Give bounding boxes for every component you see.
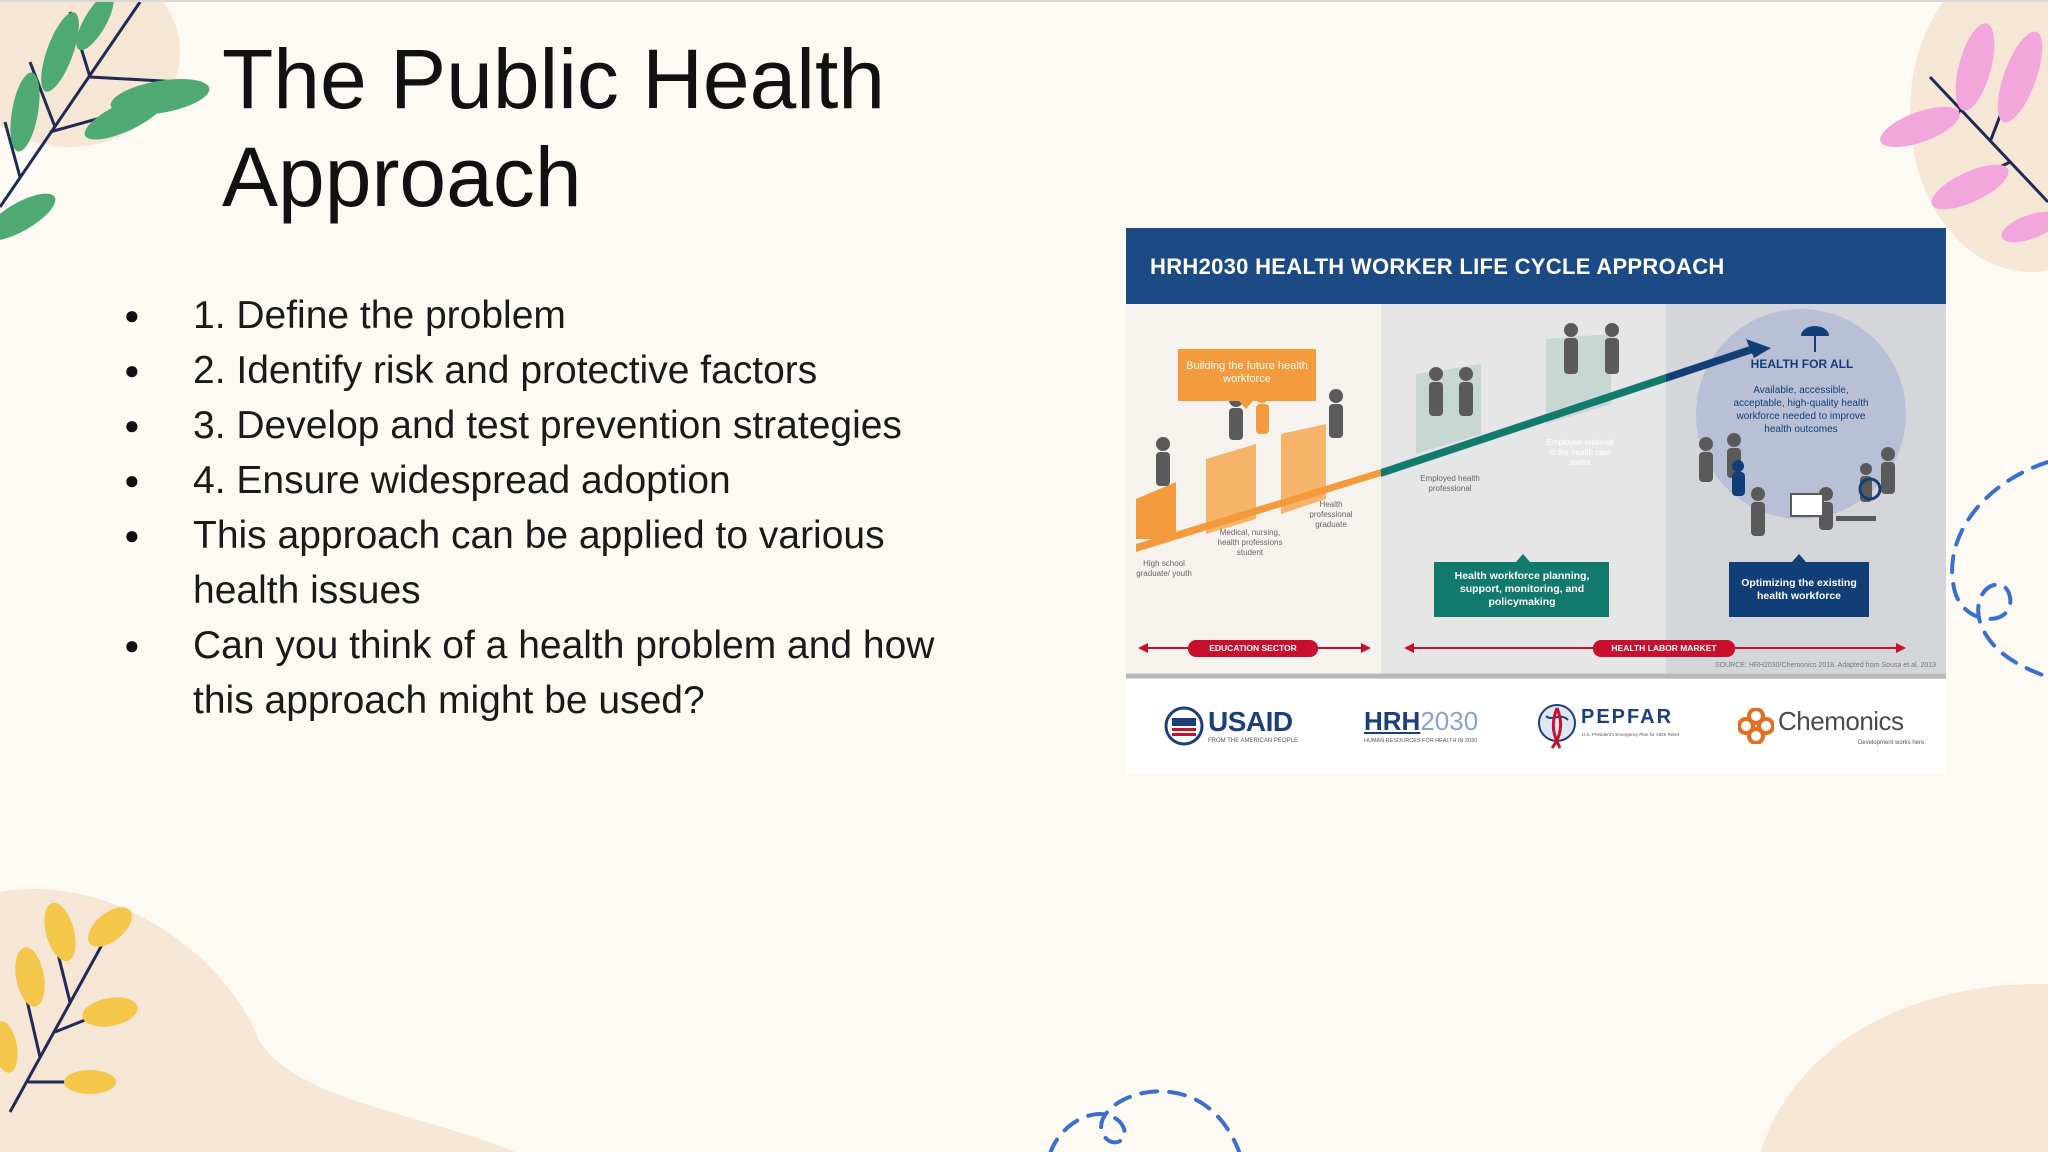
slide-title: The Public Health Approach <box>222 32 886 224</box>
health-for-all-text: Available, accessible, acceptable, high-quality health workforce needed to improve health outcomes <box>1733 385 1869 435</box>
stage-high-school-label: High school graduate/ youth <box>1136 559 1192 578</box>
hrh-logo-text <box>1364 706 1478 737</box>
yellow-leaves-decoration <box>0 872 520 1152</box>
chemonics-subtitle: Development works here. <box>1857 740 1926 746</box>
stage-graduate-label: Health professional graduate <box>1309 500 1353 529</box>
hrh2030-infographic <box>1126 228 1946 773</box>
hrh-logo-light: 2030 <box>1420 706 1479 736</box>
chemonics-mark-icon <box>1738 708 1774 744</box>
pepfar-logo-text: PEPFAR <box>1581 706 1674 728</box>
dashed-swirl-decoration <box>1935 457 2048 687</box>
bullet-item: ● Can you think of a health problem and how this approach might be used? <box>120 618 980 728</box>
hrh-logo-bold: HRH <box>1364 706 1421 736</box>
usaid-logo-text: USAID <box>1208 706 1293 737</box>
infographic-title: HRH2030 HEALTH WORKER LIFE CYCLE APPROACH <box>1150 254 1725 279</box>
building-workforce-label: Building the future health workforce <box>1186 360 1308 385</box>
planning-box-label: Health workforce planning, support, monitoring, and policymaking <box>1454 570 1590 608</box>
partner-logos <box>1126 684 1946 773</box>
source-note: SOURCE: HRH2030/Chemonics 2018. Adapted from Sousa et al. 2013 <box>1714 662 1936 669</box>
bullet-item: ● This approach can be applied to various health issues <box>120 508 980 618</box>
pepfar-subtitle: U.S. President's Emergency Plan for AIDS Relief <box>1582 732 1680 737</box>
usaid-seal-icon <box>1164 706 1204 746</box>
bullet-item: ● 2. Identify risk and protective factors <box>120 343 980 398</box>
bullet-list <box>120 288 980 728</box>
usaid-subtitle: FROM THE AMERICAN PEOPLE <box>1208 738 1298 744</box>
stage-student-label: Medical, nursing, health professions student <box>1217 528 1283 557</box>
green-leaves-decoration <box>0 2 230 252</box>
beige-blob-decoration <box>1760 972 2048 1152</box>
optimizing-box-label: Optimizing the existing health workforce <box>1741 577 1857 602</box>
infographic-header <box>1126 228 1946 304</box>
hrh-subtitle: HUMAN RESOURCES FOR HEALTH IN 2030 <box>1364 738 1478 744</box>
bullet-item: ● 1. Define the problem <box>120 288 980 343</box>
chemonics-logo-text: Chemonics <box>1778 706 1904 736</box>
bullet-item: ● 4. Ensure widespread adoption <box>120 453 980 508</box>
health-labor-market-label: HEALTH LABOR MARKET <box>1611 643 1717 653</box>
pepfar-globe-icon <box>1536 702 1578 750</box>
education-sector-label: EDUCATION SECTOR <box>1209 643 1297 653</box>
stage-retained-label: Employee retained in the health care sector <box>1546 438 1614 467</box>
stage-employed-label: Employed health professional <box>1420 474 1480 493</box>
dashed-loop-decoration <box>1040 1062 1260 1152</box>
infographic-body <box>1126 304 1946 679</box>
bullet-item: ● 3. Develop and test prevention strategies <box>120 398 980 453</box>
health-for-all-title: HEALTH FOR ALL <box>1750 357 1854 371</box>
